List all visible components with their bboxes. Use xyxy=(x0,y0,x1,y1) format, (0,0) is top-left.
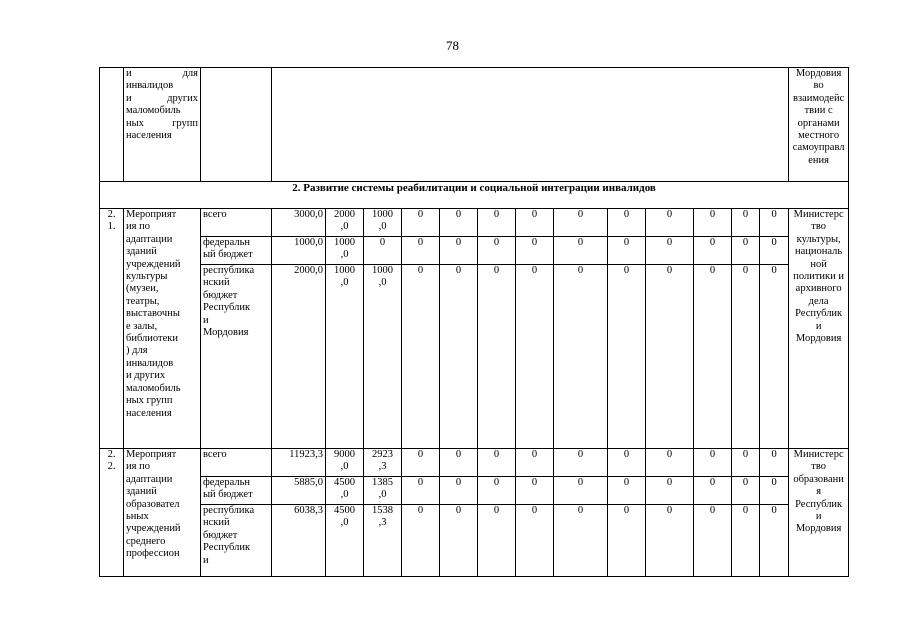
year-value: 0 xyxy=(608,505,646,577)
program-table xyxy=(99,67,849,577)
year-value: 0 xyxy=(516,505,554,577)
year-value: 0 xyxy=(516,477,554,505)
year-value: 0 xyxy=(402,505,440,577)
year-value: 2923 ,3 xyxy=(364,449,402,477)
year-value: 0 xyxy=(760,505,789,577)
year-value: 0 xyxy=(554,265,608,449)
year-value: 0 xyxy=(554,209,608,237)
table-row xyxy=(100,505,849,577)
section-title: 2. Развитие системы реабилитации и социальной интеграции инвалидов xyxy=(100,182,849,209)
year-value: 0 xyxy=(516,449,554,477)
funding-source: республика нский бюджет Республик и Мордовия xyxy=(201,265,272,449)
year-value: 0 xyxy=(478,449,516,477)
continuation-row xyxy=(100,68,849,182)
year-value: 0 xyxy=(732,237,760,265)
year-value: 0 xyxy=(694,449,732,477)
year-value: 0 xyxy=(478,237,516,265)
year-value: 0 xyxy=(694,265,732,449)
year-value: 0 xyxy=(402,449,440,477)
table-row xyxy=(100,237,849,265)
year-value: 0 xyxy=(732,477,760,505)
year-value: 4500 ,0 xyxy=(326,477,364,505)
row-executor: Министерс тво культуры, националь ной политики и архивного дела Республик и Мордовия xyxy=(789,209,849,449)
year-value: 0 xyxy=(760,209,789,237)
table-row xyxy=(100,449,849,477)
row-number: 2. 1. xyxy=(100,209,124,449)
year-value: 0 xyxy=(694,477,732,505)
year-value: 0 xyxy=(694,209,732,237)
year-value: 0 xyxy=(646,209,694,237)
year-value: 0 xyxy=(440,209,478,237)
year-value: 0 xyxy=(554,477,608,505)
year-value: 0 xyxy=(694,505,732,577)
total-value: 11923,3 xyxy=(272,449,326,477)
total-value: 3000,0 xyxy=(272,209,326,237)
continuation-values-cell xyxy=(272,68,789,182)
continuation-name-cell: и для инвалидов и других маломобиль ных групп населения xyxy=(124,68,201,182)
continuation-empty-cell xyxy=(201,68,272,182)
year-value: 0 xyxy=(646,265,694,449)
year-value: 0 xyxy=(646,449,694,477)
year-value: 0 xyxy=(608,449,646,477)
year-value: 0 xyxy=(608,265,646,449)
year-value: 0 xyxy=(760,477,789,505)
row-name: Мероприят ия по адаптации зданий учреждений культуры (музеи, театры, выставочны е залы, библиотеки ) для инвалидов и других маломобиль ных групп населения xyxy=(124,209,201,449)
continuation-num-cell xyxy=(100,68,124,182)
year-value: 0 xyxy=(402,237,440,265)
continuation-executor-cell: Мордовия во взаимодейс твии с органами местного самоуправл ения xyxy=(789,68,849,182)
year-value: 0 xyxy=(478,477,516,505)
year-value: 0 xyxy=(732,209,760,237)
year-value: 0 xyxy=(402,265,440,449)
year-value: 1000 ,0 xyxy=(364,265,402,449)
total-value: 2000,0 xyxy=(272,265,326,449)
year-value: 2000 ,0 xyxy=(326,209,364,237)
year-value: 0 xyxy=(760,449,789,477)
year-value: 0 xyxy=(732,449,760,477)
table-row xyxy=(100,477,849,505)
total-value: 6038,3 xyxy=(272,505,326,577)
row-name: Мероприят ия по адаптации зданий образовател ьных учреждений среднего профессион xyxy=(124,449,201,577)
funding-source: республика нский бюджет Республик и xyxy=(201,505,272,577)
year-value: 0 xyxy=(440,449,478,477)
year-value: 0 xyxy=(516,265,554,449)
year-value: 0 xyxy=(440,237,478,265)
year-value: 0 xyxy=(440,477,478,505)
funding-source: всего xyxy=(201,449,272,477)
year-value: 0 xyxy=(646,477,694,505)
section-row xyxy=(100,182,849,209)
funding-source: федеральн ый бюджет xyxy=(201,237,272,265)
year-value: 0 xyxy=(440,265,478,449)
year-value: 1000 ,0 xyxy=(326,237,364,265)
year-value: 0 xyxy=(608,477,646,505)
year-value: 0 xyxy=(694,237,732,265)
year-value: 0 xyxy=(516,237,554,265)
year-value: 0 xyxy=(646,237,694,265)
funding-source: федеральн ый бюджет xyxy=(201,477,272,505)
year-value: 0 xyxy=(554,505,608,577)
table-row xyxy=(100,209,849,237)
row-number: 2. 2. xyxy=(100,449,124,577)
year-value: 0 xyxy=(364,237,402,265)
page-number: 78 xyxy=(446,38,459,53)
year-value: 4500 ,0 xyxy=(326,505,364,577)
year-value: 0 xyxy=(440,505,478,577)
year-value: 0 xyxy=(554,449,608,477)
year-value: 0 xyxy=(478,265,516,449)
funding-source: всего xyxy=(201,209,272,237)
year-value: 1538 ,3 xyxy=(364,505,402,577)
year-value: 0 xyxy=(608,209,646,237)
year-value: 0 xyxy=(478,505,516,577)
row-executor: Министерс тво образовани я Республик и Мордовия xyxy=(789,449,849,577)
year-value: 0 xyxy=(646,505,694,577)
year-value: 0 xyxy=(732,505,760,577)
total-value: 1000,0 xyxy=(272,237,326,265)
year-value: 0 xyxy=(478,209,516,237)
year-value: 9000 ,0 xyxy=(326,449,364,477)
year-value: 1000 ,0 xyxy=(326,265,364,449)
year-value: 0 xyxy=(760,237,789,265)
table-row xyxy=(100,265,849,449)
year-value: 1000 ,0 xyxy=(364,209,402,237)
year-value: 0 xyxy=(402,477,440,505)
year-value: 0 xyxy=(516,209,554,237)
year-value: 0 xyxy=(732,265,760,449)
year-value: 0 xyxy=(402,209,440,237)
year-value: 0 xyxy=(554,237,608,265)
year-value: 0 xyxy=(608,237,646,265)
total-value: 5885,0 xyxy=(272,477,326,505)
year-value: 0 xyxy=(760,265,789,449)
year-value: 1385 ,0 xyxy=(364,477,402,505)
